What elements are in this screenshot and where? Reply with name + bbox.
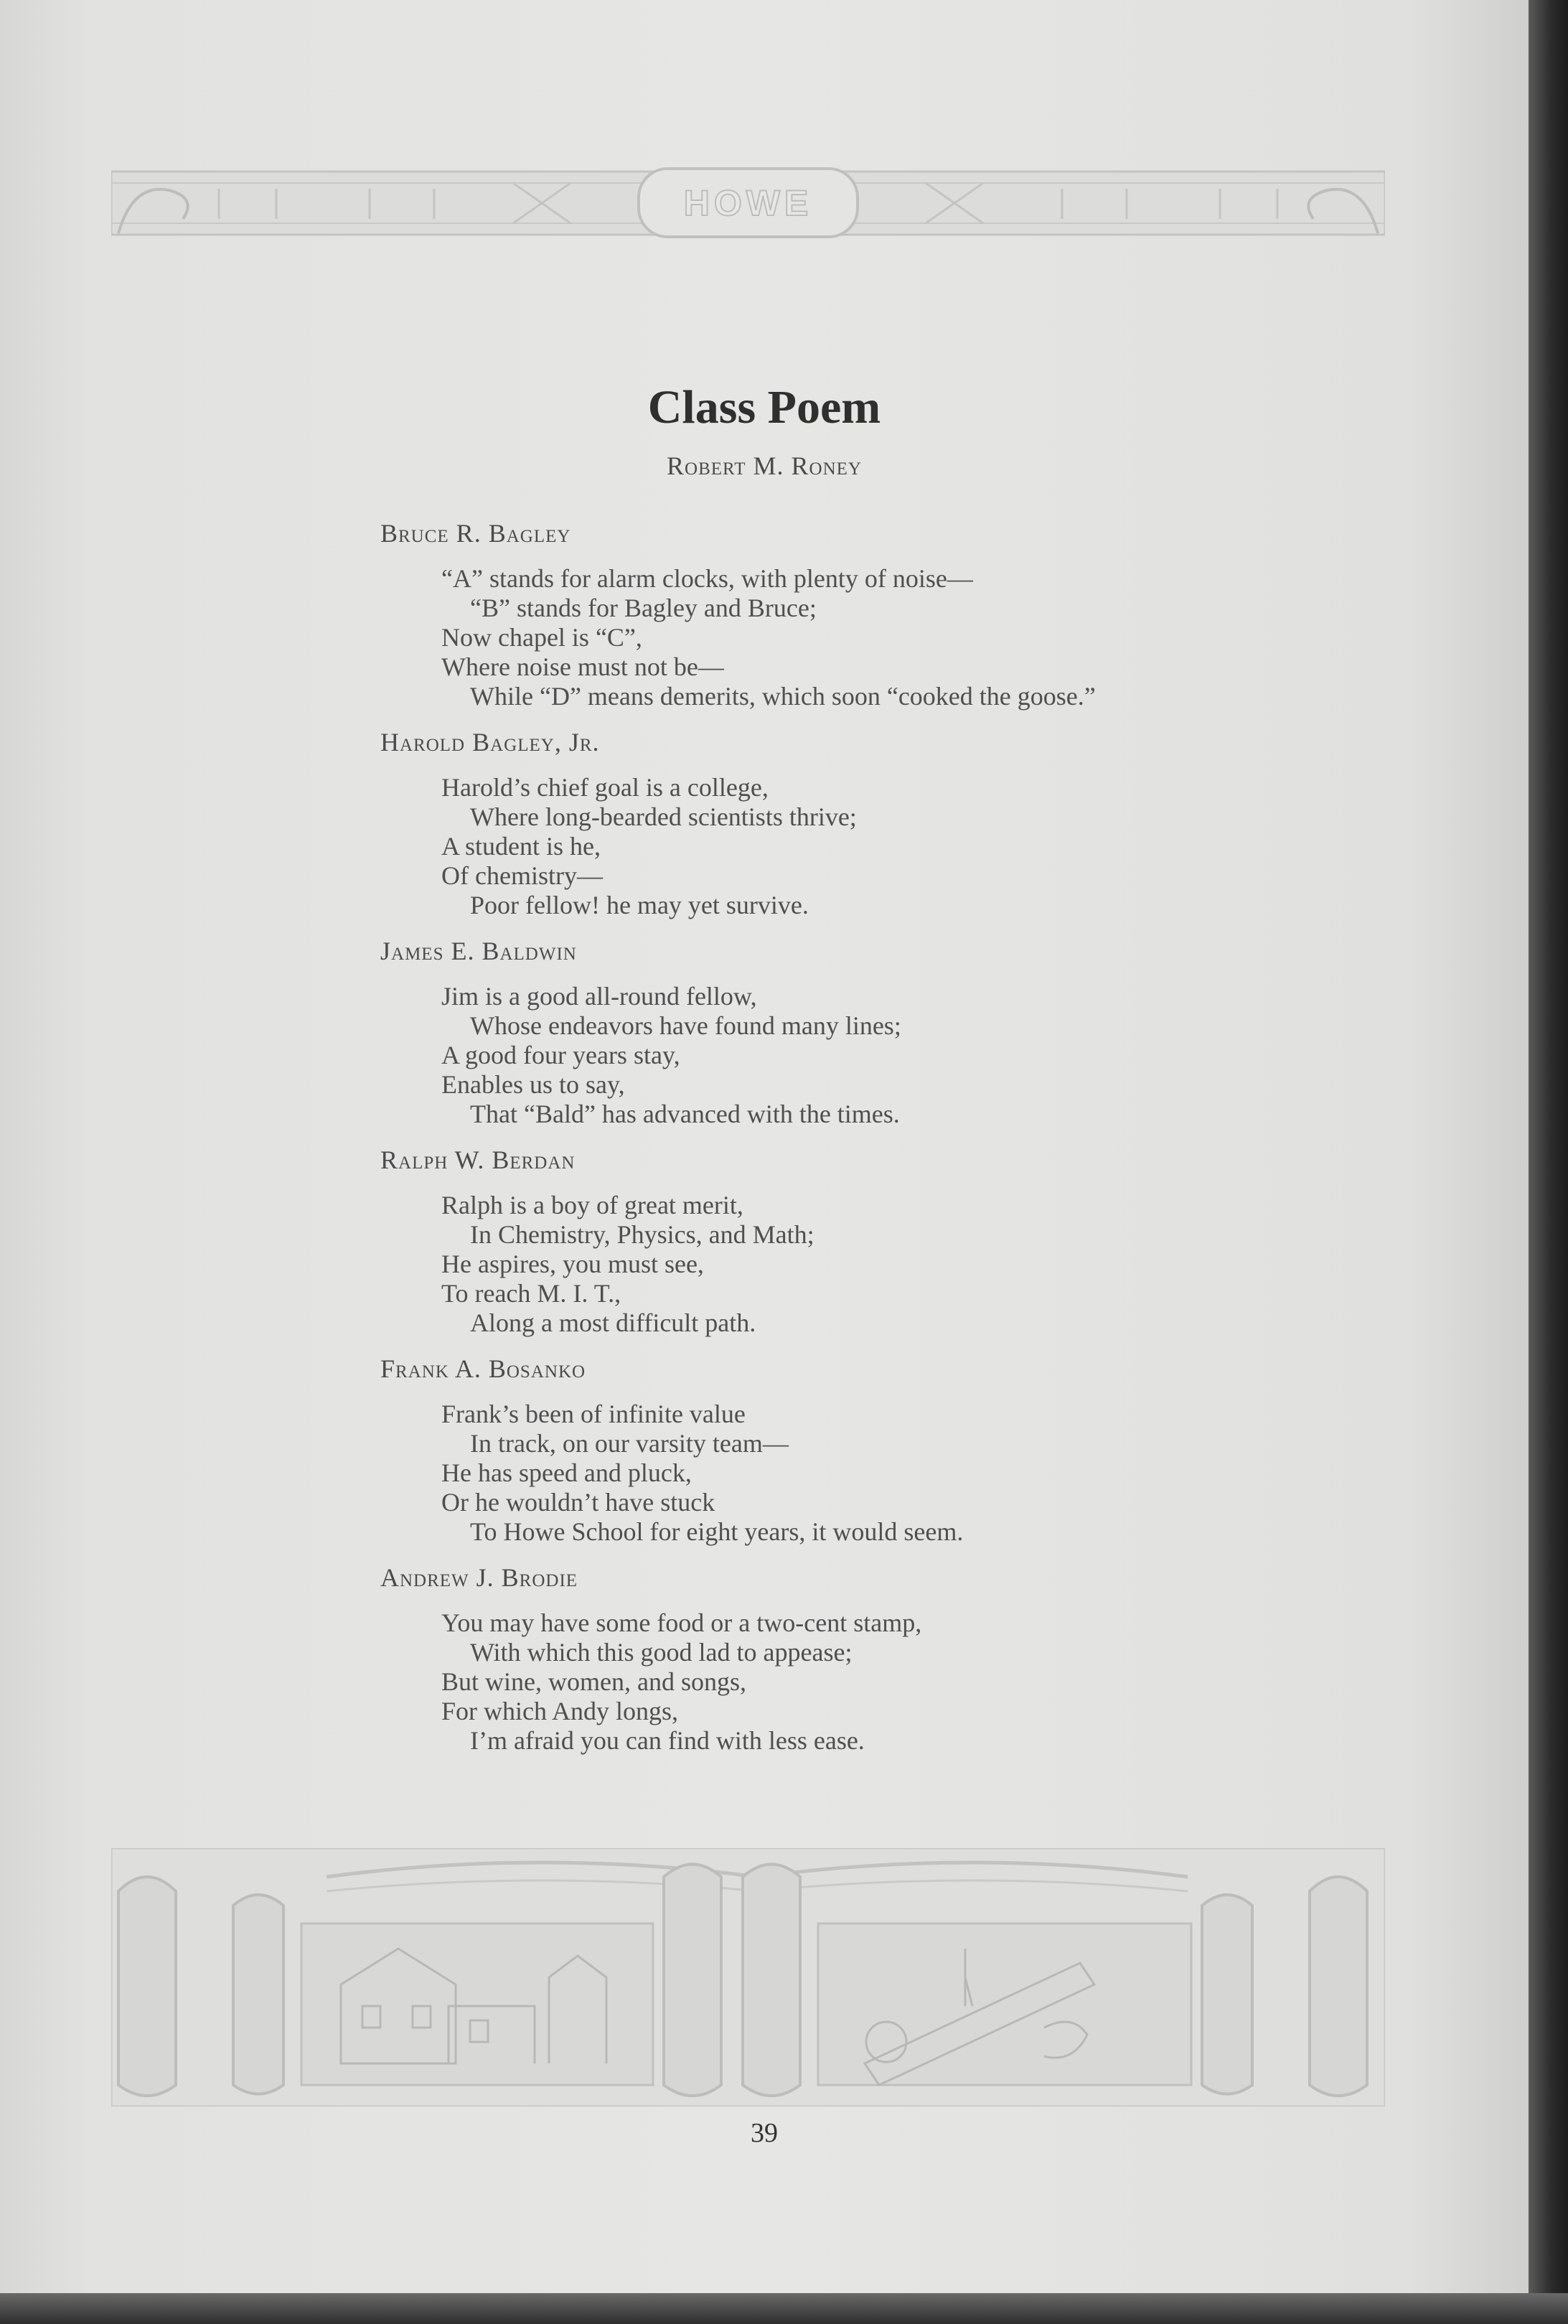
poem-line: But wine, women, and songs,	[441, 1667, 746, 1696]
poem-line: Whose endeavors have found many lines;	[470, 1011, 901, 1040]
banner-word: HOWE	[683, 182, 813, 223]
poem-author: Robert M. Roney	[667, 451, 862, 480]
poem-line: A good four years stay,	[441, 1041, 680, 1069]
poem-line: Poor fellow! he may yet survive.	[470, 891, 809, 919]
stanza	[380, 1354, 1421, 1547]
poem-line: Now chapel is “C”,	[441, 623, 642, 652]
poem-line: In Chemistry, Physics, and Math;	[470, 1220, 814, 1249]
poem-line: You may have some food or a two-cent stamp,	[441, 1608, 922, 1637]
poem-line: In track, on our varsity team—	[470, 1429, 789, 1458]
stanza-name: Bruce R. Bagley	[380, 519, 571, 548]
poem-line: Where long-bearded scientists thrive;	[470, 802, 857, 831]
stanza-name: Frank A. Bosanko	[380, 1354, 586, 1383]
stanza	[380, 1562, 1421, 1756]
poem-line: Enables us to say,	[441, 1070, 625, 1099]
stanza-name: Andrew J. Brodie	[380, 1563, 578, 1592]
poem-line: With which this good lad to appease;	[470, 1638, 853, 1667]
poem-line: Where noise must not be—	[441, 652, 724, 681]
stanza	[380, 727, 1421, 920]
poem-line: “A” stands for alarm clocks, with plenty of noise—	[441, 564, 973, 593]
stanza-name: Ralph W. Berdan	[380, 1145, 576, 1174]
header-ornament-banner	[111, 161, 1385, 244]
poem-line: Frank’s been of infinite value	[441, 1400, 746, 1428]
poem-line: I’m afraid you can find with less ease.	[470, 1726, 865, 1755]
footer-ornament-art	[111, 1848, 1385, 2107]
stanza	[380, 518, 1421, 711]
stanza-name: James E. Baldwin	[380, 937, 577, 965]
poem-line: He aspires, you must see,	[441, 1250, 704, 1278]
poem-line: For which Andy longs,	[441, 1697, 679, 1725]
poem-line: While “D” means demerits, which soon “cooked the goose.”	[470, 682, 1096, 711]
poem-line: “B” stands for Bagley and Bruce;	[470, 594, 817, 622]
poem-line: Jim is a good all-round fellow,	[441, 982, 757, 1011]
page-number: 39	[751, 2118, 778, 2148]
stanza-name: Harold Bagley, Jr.	[380, 728, 600, 756]
poem-line: Harold’s chief goal is a college,	[441, 773, 769, 802]
poem-line: He has speed and pluck,	[441, 1458, 692, 1487]
stanza	[380, 936, 1421, 1129]
poem-line: Along a most difficult path.	[470, 1308, 756, 1337]
page-bottom-edge	[0, 2293, 1568, 2324]
poem-line: A student is he,	[441, 832, 601, 861]
poem-line: Ralph is a boy of great merit,	[441, 1191, 743, 1219]
book-binding-edge	[1529, 0, 1568, 2324]
poem-line: Of chemistry—	[441, 861, 603, 890]
poem-body	[380, 518, 1421, 1771]
poem-line: To Howe School for eight years, it would seem.	[470, 1517, 964, 1546]
poem-line: That “Bald” has advanced with the times.	[470, 1100, 900, 1128]
poem-line: To reach M. I. T.,	[441, 1279, 621, 1308]
poem-line: Or he wouldn’t have stuck	[441, 1488, 715, 1517]
page-title: Class Poem	[647, 381, 881, 434]
footer-ornament-banner	[111, 1848, 1385, 2107]
stanza	[380, 1145, 1421, 1338]
